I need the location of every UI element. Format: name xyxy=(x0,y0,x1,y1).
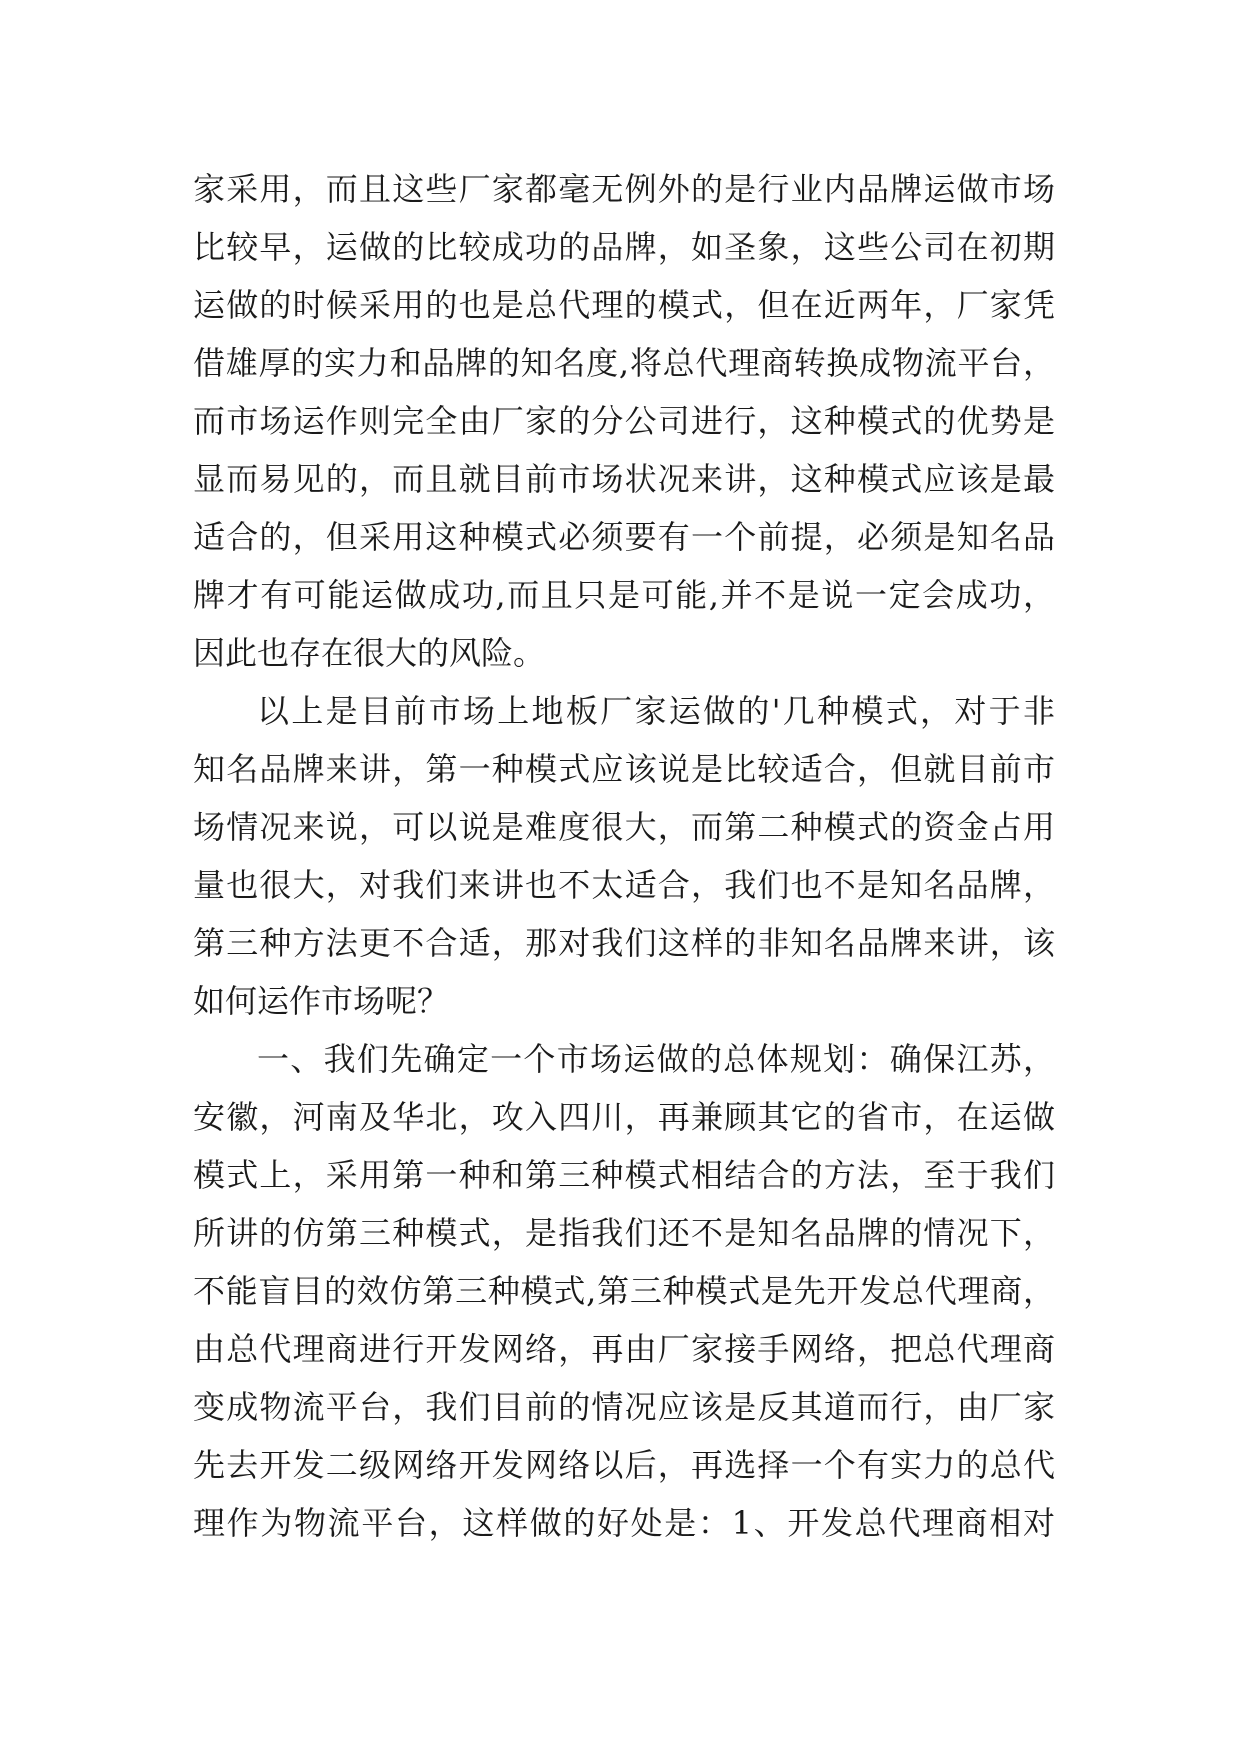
text-line: 理作为物流平台，这样做的好处是：1、开发总代理商相对 xyxy=(193,1504,1055,1542)
text-line: 所讲的仿第三种模式，是指我们还不是知名品牌的情况下， xyxy=(193,1214,1055,1252)
text-line: 不能盲目的效仿第三种模式,第三种模式是先开发总代理商， xyxy=(193,1272,1055,1310)
text-line: 模式上，采用第一种和第三种模式相结合的方法，至于我们 xyxy=(193,1156,1055,1194)
text-line: 变成物流平台，我们目前的情况应该是反其道而行，由厂家 xyxy=(193,1388,1055,1426)
paragraph-end-line: 如何运作市场呢？ xyxy=(193,982,450,1020)
text-line: 知名品牌来讲，第一种模式应该说是比较适合，但就目前市 xyxy=(193,750,1055,788)
text-line: 运做的时候采用的也是总代理的模式，但在近两年，厂家凭 xyxy=(193,286,1055,324)
text-line: 安徽，河南及华北，攻入四川，再兼顾其它的省市，在运做 xyxy=(193,1098,1055,1136)
text-line: 先去开发二级网络开发网络以后，再选择一个有实力的总代 xyxy=(193,1446,1055,1484)
paragraph-start-line: 一、我们先确定一个市场运做的总体规划：确保江苏， xyxy=(257,1040,1055,1078)
text-line: 显而易见的，而且就目前市场状况来讲，这种模式应该是最 xyxy=(193,460,1055,498)
text-line: 由总代理商进行开发网络，再由厂家接手网络，把总代理商 xyxy=(193,1330,1055,1368)
text-line: 场情况来说，可以说是难度很大，而第二种模式的资金占用 xyxy=(193,808,1055,846)
text-line: 而市场运作则完全由厂家的分公司进行，这种模式的优势是 xyxy=(193,402,1055,440)
text-line: 量也很大，对我们来讲也不太适合，我们也不是知名品牌， xyxy=(193,866,1055,904)
text-line: 家采用，而且这些厂家都毫无例外的是行业内品牌运做市场 xyxy=(193,170,1055,208)
text-line: 牌才有可能运做成功,而且只是可能,并不是说一定会成功， xyxy=(193,576,1055,614)
text-line: 适合的，但采用这种模式必须要有一个前提，必须是知名品 xyxy=(193,518,1055,556)
paragraph-end-line: 因此也存在很大的风险。 xyxy=(193,634,546,672)
text-line: 第三种方法更不合适，那对我们这样的非知名品牌来讲，该 xyxy=(193,924,1055,962)
text-line: 比较早，运做的比较成功的品牌，如圣象，这些公司在初期 xyxy=(193,228,1055,266)
document-body xyxy=(193,160,1055,1552)
text-line: 借雄厚的实力和品牌的知名度,将总代理商转换成物流平台， xyxy=(193,344,1055,382)
paragraph-start-line: 以上是目前市场上地板厂家运做的'几种模式，对于非 xyxy=(257,692,1055,730)
